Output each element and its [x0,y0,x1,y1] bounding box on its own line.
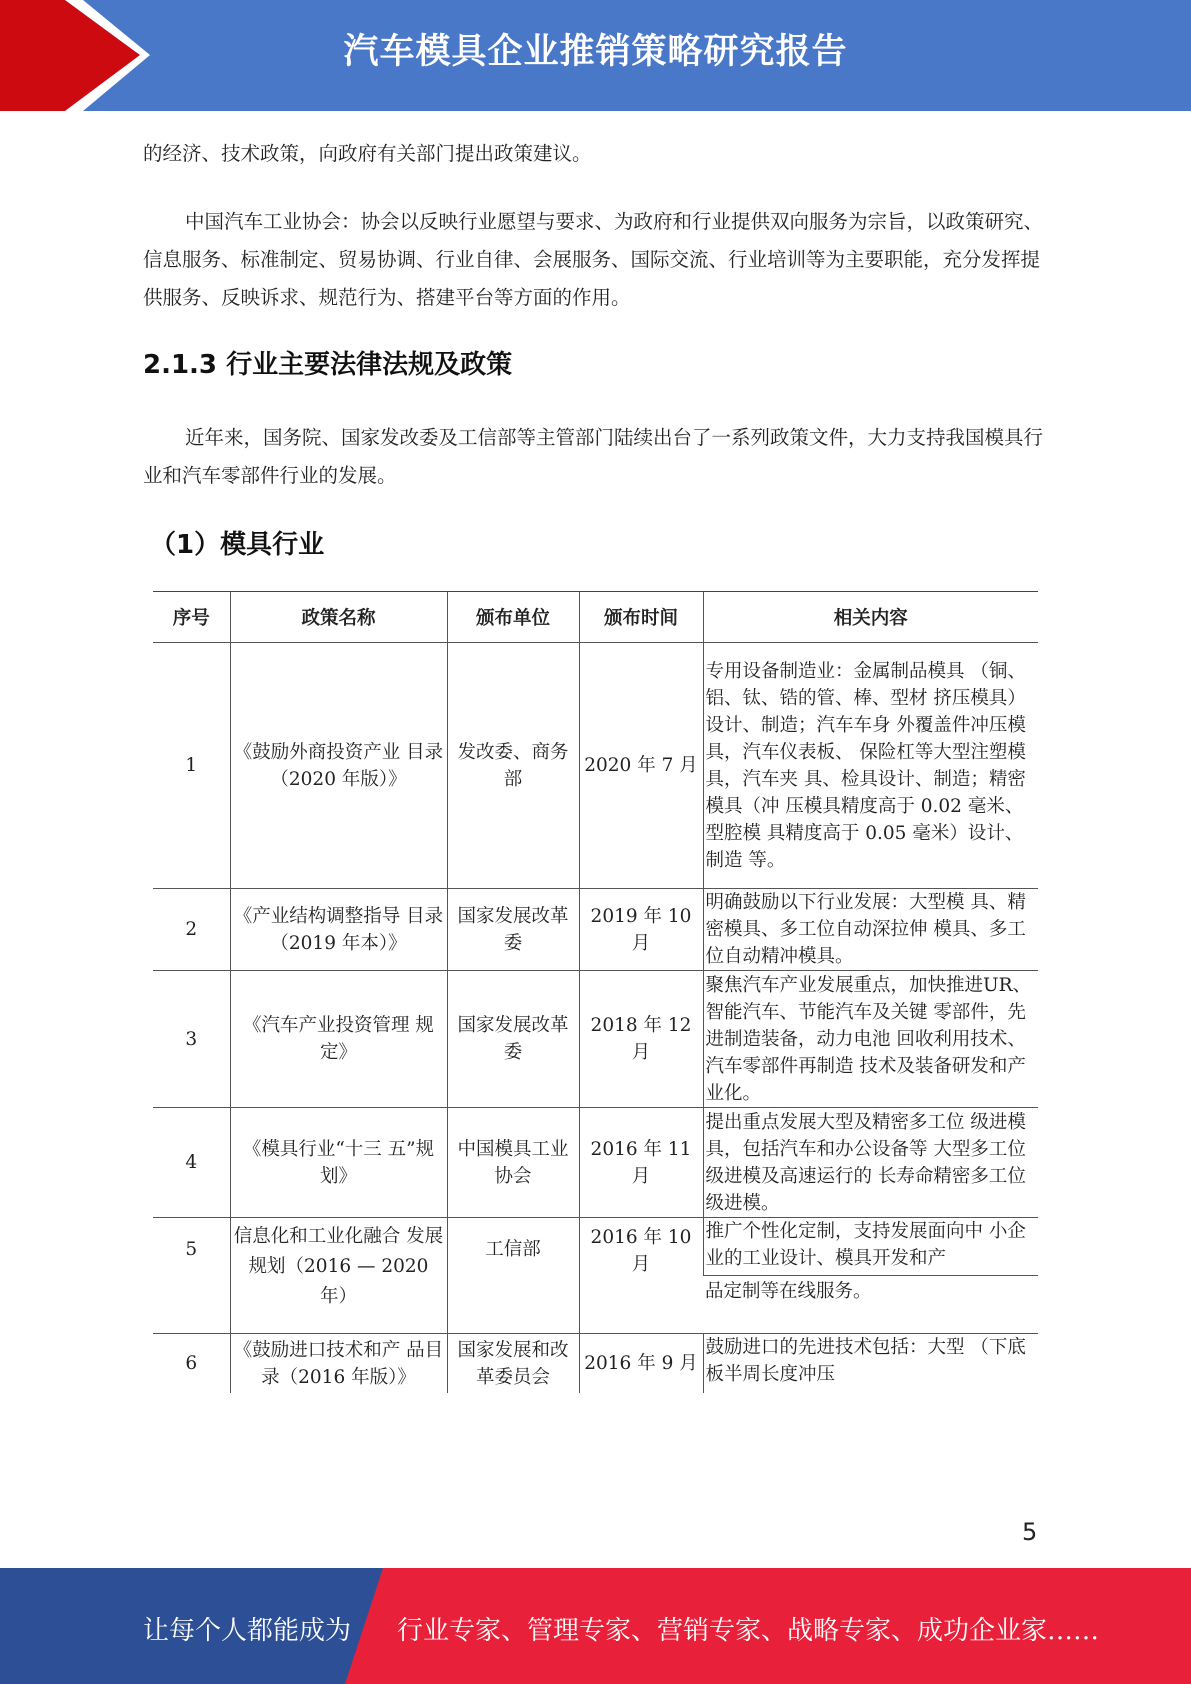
table-row [153,1334,1038,1394]
cell-policy-name: 信息化和工业化融合 发展规划（2016 — 2020 年） [230,1218,447,1334]
cell-no: 1 [153,643,230,889]
cell-issue-date: 2016 年 9 月 [579,1334,703,1394]
paragraph-continuation: 的经济、技术政策，向政府有关部门提出政策建议。 [143,142,592,165]
cell-issuer: 国家发展改革委 [447,971,579,1108]
cell-issuer: 发改委、商务部 [447,643,579,889]
header-no: 序号 [153,592,230,643]
page-number: 5 [1022,1518,1038,1546]
cell-content: 推广个性化定制，支持发展面向中 小企业的工业设计、模具开发和产 [703,1218,1038,1276]
footer-slogan-right: 行业专家、管理专家、营销专家、战略专家、成功企业家…… [397,1616,1100,1646]
sub-heading: （1）模具行业 [150,530,325,560]
cell-no: 4 [153,1108,230,1218]
cell-no: 6 [153,1334,230,1394]
footer-slogan-left: 让每个人都能成为 [143,1616,352,1646]
cell-policy-name: 《模具行业“十三 五”规划》 [230,1108,447,1218]
header-content: 相关内容 [703,592,1038,643]
cell-policy-name: 《鼓励外商投资产业 目录（2020 年版）》 [230,643,447,889]
cell-issuer: 工信部 [447,1218,579,1334]
paragraph-policy-intro: 近年来，国务院、国家发改委及工信部等主管部门陆续出台了一系列政策文件，大力支持我国模具行业和汽车零部件行业的发展。 [143,426,1044,487]
cell-content: 专用设备制造业：金属制品模具 （铜、铝、钛、锆的管、棒、型材 挤压模具）设计、制造；汽车车身 外覆盖件冲压模具，汽车仪表板、 保险杠等大型注塑模具，汽车夹 具、检具设计、制造；精密模具（冲 压模具精度高于 0.02 毫米、型腔模 具精度高于 0.05 毫米）设计、制造 等。 [703,643,1038,889]
section-heading: 2.1.3 行业主要法律法规及政策 [143,350,513,380]
cell-content-continued: 品定制等在线服务。 [703,1276,1038,1334]
header-issuer: 颁布单位 [447,592,579,643]
cell-no: 2 [153,889,230,971]
cell-policy-name: 《产业结构调整指导 目录（2019 年本）》 [230,889,447,971]
cell-issuer: 国家发展改革委 [447,889,579,971]
table-row [153,643,1038,889]
cell-issue-date: 2020 年 7 月 [579,643,703,889]
header-policy-name: 政策名称 [230,592,447,643]
cell-policy-name: 《鼓励进口技术和产 品目录（2016 年版）》 [230,1334,447,1394]
cell-content: 明确鼓励以下行业发展：大型模 具、精密模具、多工位自动深拉伸 模具、多工位自动精冲模具。 [703,889,1038,971]
policy-table-container [153,591,1038,1393]
cell-content: 聚焦汽车产业发展重点，加快推进UR、智能汽车、节能汽车及关键 零部件，先进制造装备，动力电池 回收利用技术、汽车零部件再制造 技术及装备研发和产业化。 [703,971,1038,1108]
table-row [153,1218,1038,1276]
cell-content: 提出重点发展大型及精密多工位 级进模具，包括汽车和办公设备等 大型多工位级进模及高速运行的 长寿命精密多工位级进模。 [703,1108,1038,1218]
table-header-row [153,592,1038,643]
cell-issue-date: 2016 年 11 月 [579,1108,703,1218]
cell-issue-date: 2016 年 10 月 [579,1218,703,1334]
cell-issuer: 国家发展和改革委员会 [447,1334,579,1394]
page-header [0,0,1191,111]
paragraph-association: 中国汽车工业协会：协会以反映行业愿望与要求、为政府和行业提供双向服务为宗旨，以政策研究、信息服务、标准制定、贸易协调、行业自律、会展服务、国际交流、行业培训等为主要职能，充分发挥提供服务、反映诉求、规范行为、搭建平台等方面的作用。 [143,210,1044,309]
table-row [153,889,1038,971]
cell-no: 5 [153,1218,230,1334]
cell-issuer: 中国模具工业协会 [447,1108,579,1218]
cell-no: 3 [153,971,230,1108]
cell-policy-name: 《汽车产业投资管理 规定》 [230,971,447,1108]
cell-content: 鼓励进口的先进技术包括：大型 （下底板半周长度冲压 [703,1334,1038,1394]
report-title: 汽车模具企业推销策略研究报告 [343,32,848,72]
table-row [153,971,1038,1108]
table-row [153,1108,1038,1218]
cell-issue-date: 2019 年 10 月 [579,889,703,971]
policy-table [153,591,1038,1393]
header-issue-date: 颁布时间 [579,592,703,643]
cell-issue-date: 2018 年 12 月 [579,971,703,1108]
